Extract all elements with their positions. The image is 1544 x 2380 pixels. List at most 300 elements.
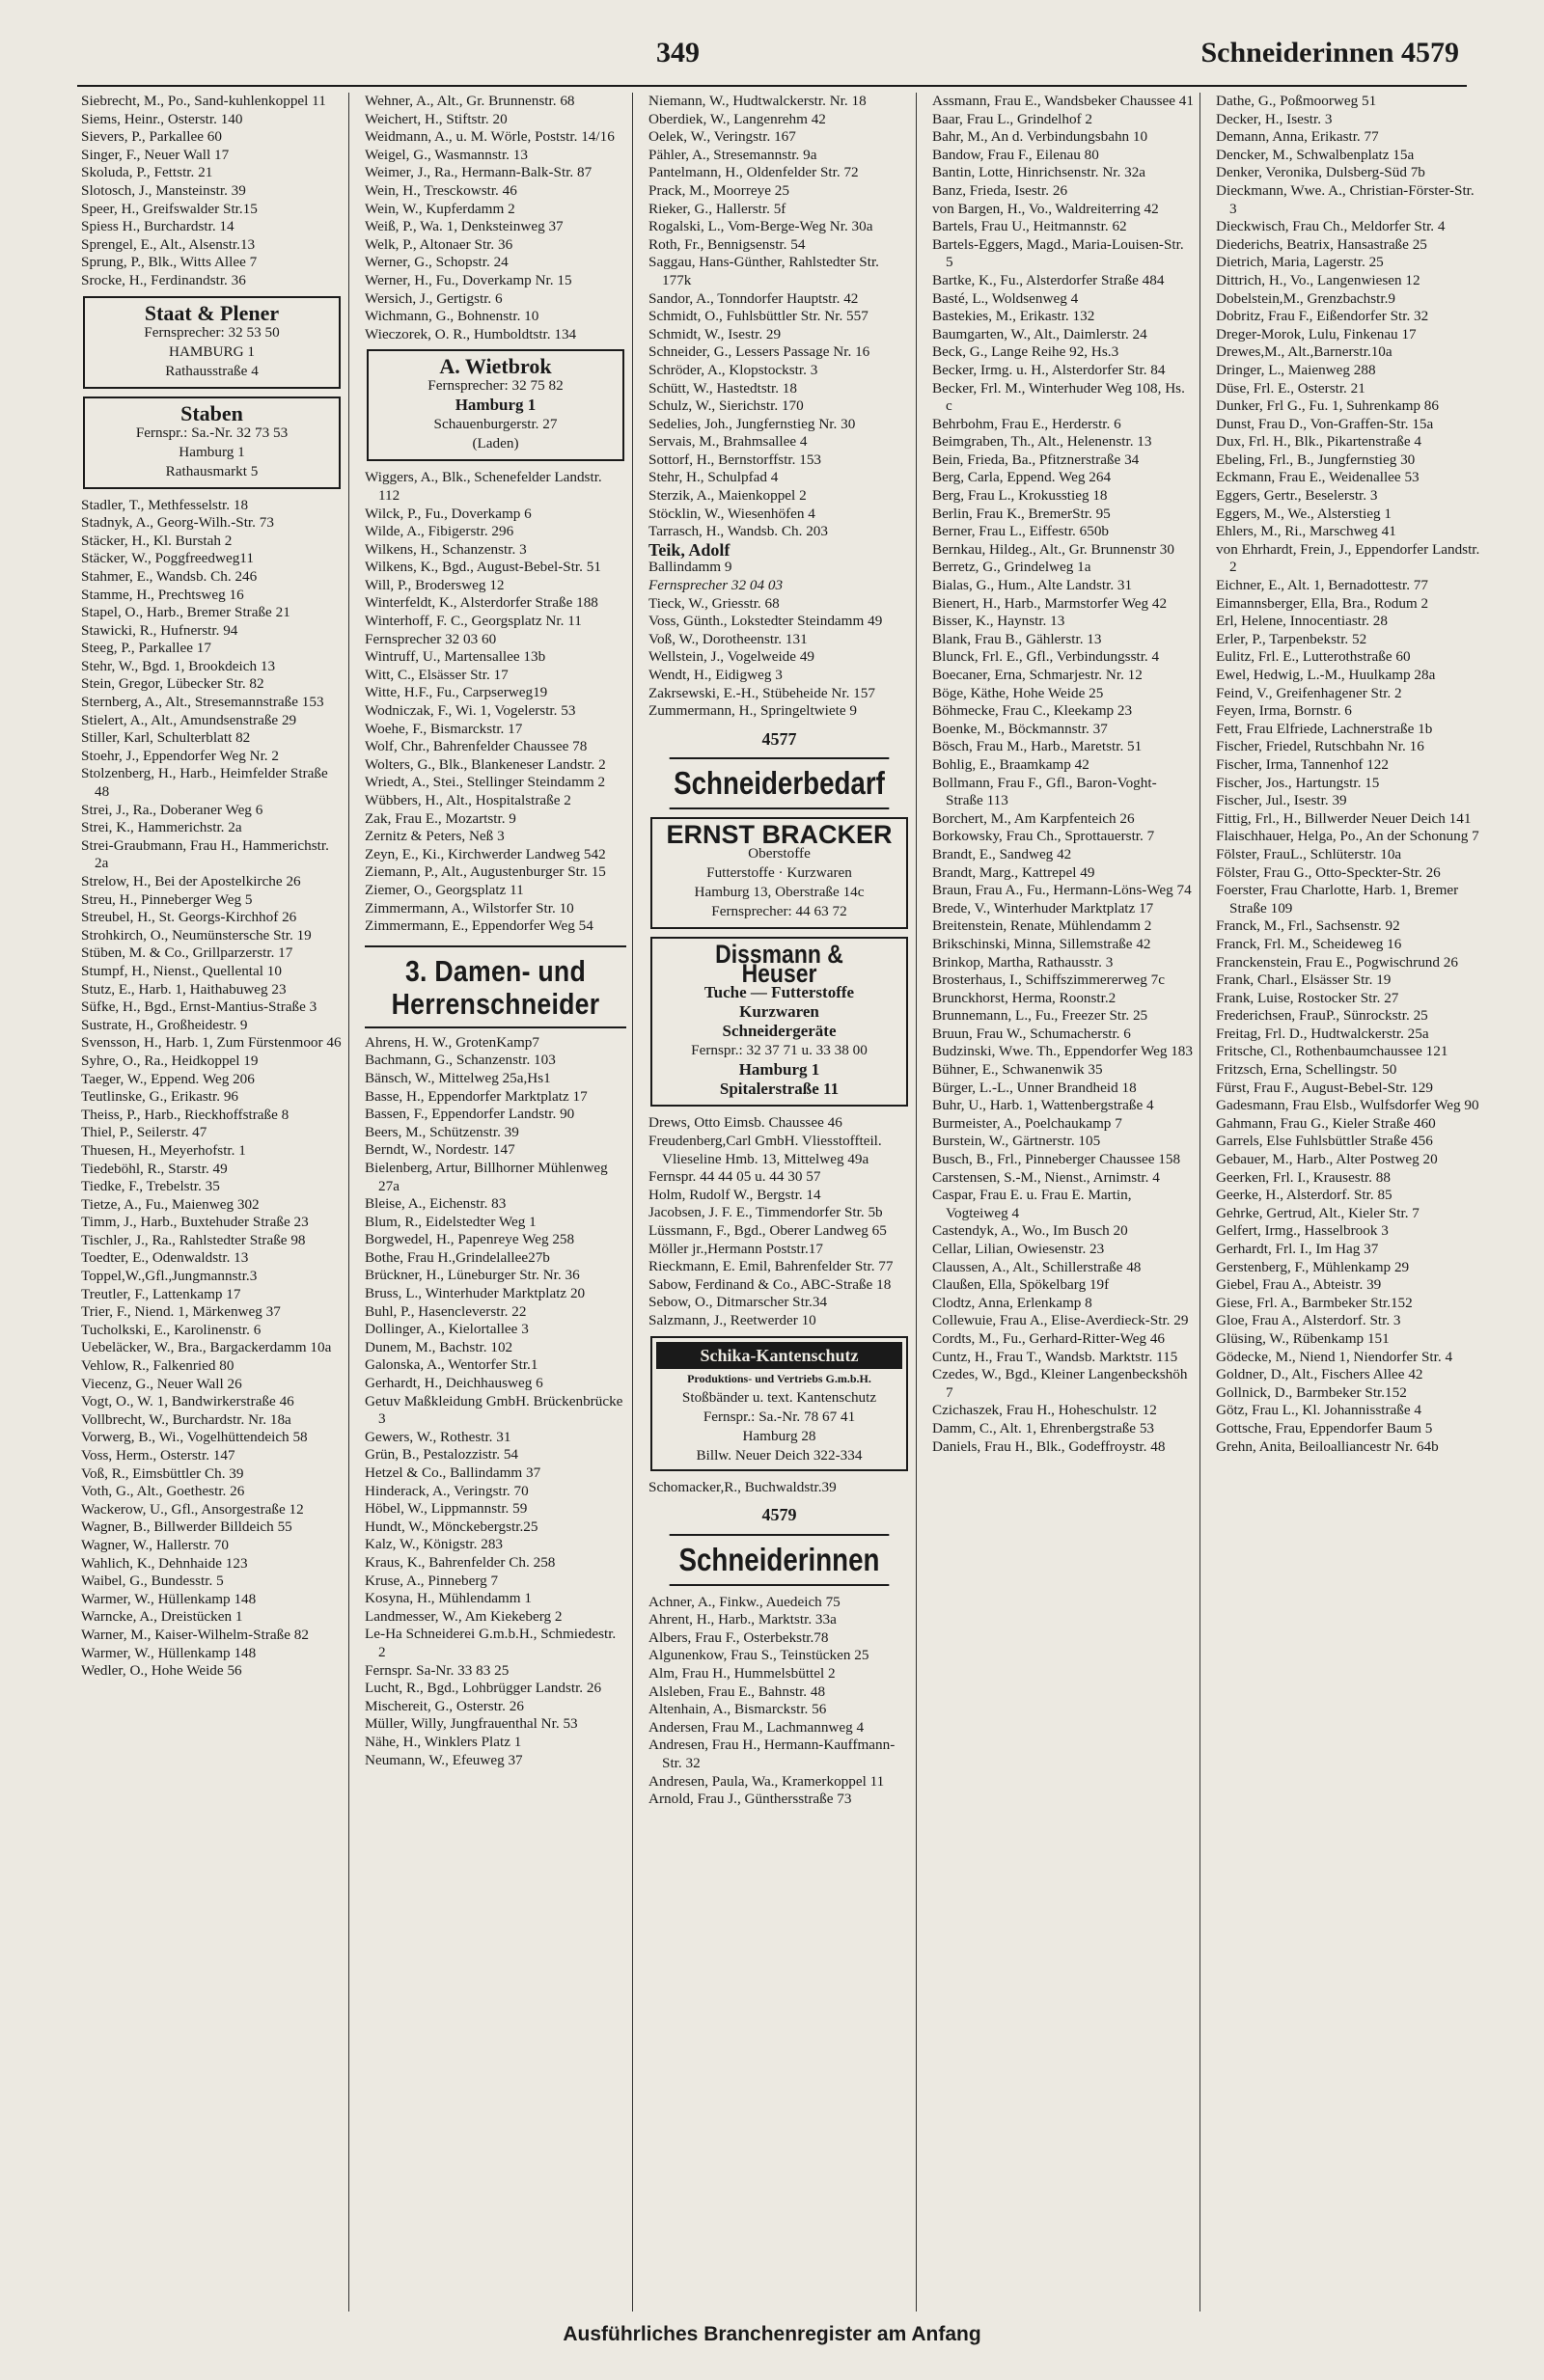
- teik-name: Teik, Adolf: [648, 539, 731, 560]
- directory-entry: Warmer, W., Hüllenkamp 148: [81, 1644, 257, 1661]
- directory-entry: Beers, M., Schützenstr. 39: [365, 1123, 519, 1140]
- ad-line: Schneidergeräte: [722, 1022, 837, 1041]
- directory-entry: Toedter, E., Odenwaldstr. 13: [81, 1249, 249, 1267]
- directory-entry: Weimer, J., Ra., Hermann-Balk-Str. 87: [365, 164, 593, 181]
- directory-entry: Oberdiek, W., Langenrehm 42: [648, 110, 826, 127]
- directory-entry: Claußen, Ella, Spökelbarg 19f: [932, 1276, 1110, 1294]
- directory-entry: Frank, Charl., Elsässer Str. 19: [1216, 971, 1392, 989]
- directory-entry: Sandor, A., Tonndorfer Hauptstr. 42: [648, 289, 859, 307]
- directory-entry: Daniels, Frau H., Blk., Godeffroystr. 48: [932, 1437, 1166, 1455]
- ad-phone: Fernspr.: 32 37 71 u. 33 38 00: [691, 1042, 868, 1059]
- directory-entry: Trier, F., Niend. 1, Märkenweg 37: [81, 1303, 281, 1321]
- directory-entry: Borgwedel, H., Papenreye Weg 258: [365, 1231, 575, 1248]
- directory-entry: Blank, Frau B., Gählerstr. 13: [932, 630, 1102, 647]
- directory-entry: Grün, B., Pestalozzistr. 54: [365, 1446, 519, 1464]
- directory-entry: Oelek, W., Veringstr. 167: [648, 128, 796, 146]
- directory-entry: Arnold, Frau J., Günthersstraße 73: [648, 1791, 852, 1808]
- directory-entry: Böhmecke, Frau C., Kleekamp 23: [932, 702, 1133, 720]
- directory-entry: Bürger, L.-L., Unner Brandheid 18: [932, 1079, 1137, 1096]
- directory-entry: Franck, Frl. M., Scheideweg 16: [1216, 935, 1402, 952]
- directory-entry: Bandow, Frau F., Eilenau 80: [932, 146, 1099, 163]
- teik-street: Ballindamm 9: [648, 559, 732, 576]
- directory-entry: Fritsche, Cl., Rothenbaumchaussee 121: [1216, 1043, 1448, 1060]
- directory-entry: Dencker, M., Schwalbenplatz 15a: [1216, 146, 1415, 163]
- directory-entry: Burstein, W., Gärtnerstr. 105: [932, 1133, 1101, 1150]
- directory-entry: Brunnemann, L., Fu., Freezer Str. 25: [932, 1007, 1148, 1025]
- directory-entry: Borkowsky, Frau Ch., Sprottauerstr. 7: [932, 828, 1155, 845]
- directory-entry: Brikschinski, Minna, Sillemstraße 42: [932, 935, 1151, 952]
- directory-entry: Wübbers, H., Alt., Hospitalstraße 2: [365, 792, 571, 808]
- directory-entry: Stiller, Karl, Schulterblatt 82: [81, 729, 251, 747]
- directory-entry: Bartke, K., Fu., Alsterdorfer Straße 484: [932, 271, 1165, 288]
- directory-entry: Jacobsen, J. F. E., Timmendorfer Str. 5b: [648, 1204, 883, 1221]
- directory-entry: Böge, Käthe, Hohe Weide 25: [932, 684, 1104, 701]
- directory-entry: Wilkens, K., Bgd., August-Bebel-Str. 51: [365, 559, 601, 576]
- ad-name: Dissmann & Heuser: [715, 940, 843, 989]
- directory-entry: Voth, G., Alt., Goethestr. 26: [81, 1483, 245, 1500]
- directory-entry: Weidmann, A., u. M. Wörle, Poststr. 14/16: [365, 128, 615, 146]
- directory-entry: Ahrens, H. W., GrotenKamp7: [365, 1033, 539, 1051]
- column-4: [928, 93, 1200, 2312]
- directory-entry: Gadesmann, Frau Elsb., Wulfsdorfer Weg 90: [1216, 1097, 1479, 1114]
- directory-entry: Sprengel, E., Alt., Alsenstr.13: [81, 235, 256, 253]
- directory-entry: Fett, Frau Elfriede, Lachnerstraße 1b: [1216, 720, 1433, 737]
- directory-entry: Stapel, O., Harb., Bremer Straße 21: [81, 604, 290, 621]
- directory-entry: Welk, P., Altonaer Str. 36: [365, 235, 513, 253]
- directory-entry: Bollmann, Frau F., Gfl., Baron-Voght-Straße 113: [932, 774, 1157, 809]
- entry-list: [648, 1114, 910, 1329]
- directory-entry: Zernitz & Peters, Neß 3: [365, 828, 505, 845]
- directory-entry: Decker, H., Isestr. 3: [1216, 110, 1333, 127]
- ad-sub: Produktions- und Vertriebs G.m.b.H.: [687, 1371, 871, 1385]
- directory-entry: Fernsprecher 32 03 60: [365, 630, 497, 647]
- directory-entry: Carstensen, S.-M., Nienst., Arnimstr. 4: [932, 1168, 1160, 1186]
- directory-entry: Frederichsen, FrauP., Sünrockstr. 25: [1216, 1007, 1428, 1025]
- directory-entry: Erler, P., Tarpenbekstr. 52: [1216, 630, 1367, 647]
- directory-entry: Dobelstein,M., Grenzbachstr.9: [1216, 289, 1396, 307]
- directory-entry: Dreger-Morok, Lulu, Finkenau 17: [1216, 325, 1417, 342]
- directory-entry: Slotosch, J., Mansteinstr. 39: [81, 181, 246, 199]
- ad-street: Billw. Neuer Deich 322-334: [696, 1446, 863, 1464]
- directory-entry: Assmann, Frau E., Wandsbeker Chaussee 41: [932, 93, 1194, 109]
- directory-entry: Wilkens, H., Schanzenstr. 3: [365, 540, 527, 558]
- teik-phone: Fernsprecher 32 04 03: [648, 577, 784, 594]
- directory-entry: Thiel, P., Seilerstr. 47: [81, 1124, 207, 1141]
- directory-entry: Tieck, W., Griesstr. 68: [648, 594, 780, 612]
- directory-entry: Pantelmann, H., Oldenfelder Str. 72: [648, 164, 859, 181]
- column-2: [361, 93, 633, 2312]
- directory-entry: Andresen, Paula, Wa., Kramerkoppel 11: [648, 1772, 885, 1790]
- directory-entry: Freitag, Frl. D., Hudtwalckerstr. 25a: [1216, 1025, 1429, 1042]
- entry-list: [365, 469, 626, 935]
- directory-entry: Frank, Luise, Rostocker Str. 27: [1216, 989, 1399, 1006]
- directory-entry: Voss, Herm., Osterstr. 147: [81, 1447, 235, 1464]
- directory-entry: Bartels, Frau U., Heitmannstr. 62: [932, 218, 1127, 235]
- directory-entry: Speer, H., Greifswalder Str.15: [81, 200, 258, 217]
- directory-entry: Drewes,M., Alt.,Barnerstr.10a: [1216, 343, 1392, 361]
- directory-entry: Thuesen, H., Meyerhofstr. 1: [81, 1141, 246, 1159]
- ad-line: Futterstoffe · Kurzwaren: [706, 864, 852, 882]
- directory-entry: Holm, Rudolf W., Bergstr. 14: [648, 1186, 821, 1203]
- ad-phone: Fernspr.: Sa.-Nr. 32 73 53: [135, 424, 289, 441]
- directory-entry: Streu, H., Pinneberger Weg 5: [81, 890, 253, 908]
- directory-entry: Wilde, A., Fibigerstr. 296: [365, 523, 514, 540]
- directory-entry: Fürst, Frau F., August-Bebel-Str. 129: [1216, 1079, 1433, 1096]
- directory-entry: Budzinski, Wwe. Th., Eppendorfer Weg 183: [932, 1043, 1193, 1060]
- directory-entry: Denker, Veronika, Dulsberg-Süd 7b: [1216, 164, 1425, 181]
- directory-entry: Eulitz, Frl. E., Lutterothstraße 60: [1216, 648, 1411, 666]
- ad-line: Tuche — Futterstoffe: [703, 983, 855, 1002]
- page-number: 349: [656, 37, 700, 68]
- directory-entry: Roth, Fr., Bennigsenstr. 54: [648, 235, 806, 253]
- directory-entry: Banz, Frieda, Isestr. 26: [932, 181, 1068, 199]
- directory-entry: Winterhoff, F. C., Georgsplatz Nr. 11: [365, 613, 582, 630]
- directory-entry: Sottorf, H., Bernstorffstr. 153: [648, 451, 822, 468]
- directory-entry: Stadler, T., Methfesselstr. 18: [81, 496, 249, 513]
- directory-entry: Warner, M., Kaiser-Wilhelm-Straße 82: [81, 1626, 309, 1643]
- directory-entry: Wriedt, A., Stei., Stellinger Steindamm 2: [365, 774, 606, 791]
- directory-entry: Siems, Heinr., Osterstr. 140: [81, 110, 243, 127]
- directory-entry: Bernkau, Hildeg., Alt., Gr. Brunnenstr 30: [932, 540, 1174, 558]
- directory-entry: Timm, J., Harb., Buxtehuder Straße 23: [81, 1214, 309, 1231]
- directory-entry: Wolf, Chr., Bahrenfelder Chaussee 78: [365, 738, 588, 755]
- directory-entry: Dieckwisch, Frau Ch., Meldorfer Str. 4: [1216, 218, 1446, 235]
- directory-entry: Berg, Frau L., Krokusstieg 18: [932, 487, 1108, 505]
- entry-list: [1216, 93, 1480, 1456]
- directory-entry: Bein, Frieda, Ba., Pfitznerstraße 34: [932, 451, 1140, 468]
- directory-entry: Tischler, J., Ra., Rahlstedter Straße 98: [81, 1231, 306, 1248]
- ad-street: Rathausmarkt 5: [165, 462, 259, 479]
- directory-entry: Witt, C., Elsässer Str. 17: [365, 666, 509, 683]
- entry-list: [932, 93, 1194, 1456]
- directory-entry: Gewers, W., Rothestr. 31: [365, 1428, 511, 1445]
- directory-entry: Schulz, W., Sierichstr. 170: [648, 397, 804, 415]
- directory-entry: Stehr, H., Schulpfad 4: [648, 469, 779, 486]
- directory-entry: Brandt, Marg., Kattrepel 49: [932, 863, 1095, 881]
- directory-entry: Gerstenberg, F., Mühlenkamp 29: [1216, 1258, 1410, 1275]
- directory-entry: Bothe, Frau H.,Grindelallee27b: [365, 1248, 550, 1266]
- directory-entry: Eggers, M., We., Alsterstieg 1: [1216, 505, 1392, 522]
- directory-entry: Bienert, H., Harb., Marmstorfer Weg 42: [932, 594, 1168, 612]
- directory-entry: Spiess H., Burchardstr. 14: [81, 218, 234, 235]
- directory-entry: Werner, G., Schopstr. 24: [365, 254, 509, 271]
- directory-entry: Uebeläcker, W., Bra., Bargackerdamm 10a: [81, 1339, 332, 1356]
- entry-list: [365, 93, 626, 343]
- ad-note: (Laden): [472, 435, 519, 452]
- directory-entry: Baumgarten, W., Alt., Daimlerstr. 24: [932, 325, 1147, 342]
- directory-entry: Syhre, O., Ra., Heidkoppel 19: [81, 1052, 259, 1069]
- directory-entry: Werner, H., Fu., Doverkamp Nr. 15: [365, 271, 572, 288]
- directory-entry: Strei, J., Ra., Doberaner Weg 6: [81, 801, 263, 818]
- directory-entry: Feind, V., Greifenhagener Str. 2: [1216, 684, 1402, 701]
- ad-phone: Fernsprecher: 44 63 72: [711, 903, 847, 920]
- directory-entry: Bösch, Frau M., Harb., Maretstr. 51: [932, 738, 1143, 755]
- directory-entry: Eggers, Gertr., Beselerstr. 3: [1216, 487, 1378, 505]
- ad-name: Schika-Kantenschutz: [656, 1342, 902, 1369]
- directory-entry: Foerster, Frau Charlotte, Harb. 1, Bremer Straße 109: [1216, 882, 1459, 916]
- directory-entry: Geerke, H., Alsterdorf. Str. 85: [1216, 1187, 1392, 1204]
- directory-entry: Buhl, P., Hasencleverstr. 22: [365, 1302, 527, 1320]
- ad-city: Hamburg 1: [738, 1060, 820, 1080]
- column-3: [645, 93, 917, 2312]
- directory-entry: Zimmermann, E., Eppendorfer Weg 54: [365, 917, 593, 935]
- directory-entry: Sievers, P., Parkallee 60: [81, 128, 222, 146]
- directory-entry: Kalz, W., Königstr. 283: [365, 1536, 504, 1553]
- directory-entry: Hetzel & Co., Ballindamm 37: [365, 1464, 541, 1481]
- directory-entry: Gerhardt, H., Deichhausweg 6: [365, 1375, 543, 1392]
- ad-street: Spitalerstraße 11: [719, 1080, 840, 1099]
- directory-entry: Stadnyk, A., Georg-Wilh.-Str. 73: [81, 514, 274, 532]
- directory-entry: Zimmermann, A., Wilstorfer Str. 10: [365, 899, 574, 916]
- directory-entry: Bleise, A., Eichenstr. 83: [365, 1195, 507, 1213]
- running-title: Schneiderinnen 4579: [1200, 37, 1459, 68]
- directory-entry: Weiß, P., Wa. 1, Denksteinweg 37: [365, 218, 564, 235]
- directory-entry: Wiggers, A., Blk., Schenefelder Landstr. 112: [365, 469, 602, 504]
- directory-entry: Lucht, R., Bgd., Lohbrügger Landstr. 26: [365, 1680, 602, 1697]
- directory-entry: Zeyn, E., Ki., Kirchwerder Landweg 542: [365, 845, 606, 862]
- directory-entry: Blum, R., Eidelstedter Weg 1: [365, 1213, 537, 1230]
- ad-schika: [650, 1336, 908, 1471]
- directory-entry: Freudenberg,Carl GmbH. Vliesstoffteil. Vlieseline Hmb. 13, Mittelweg 49a: [648, 1132, 882, 1167]
- directory-entry: Glüsing, W., Rübenkamp 151: [1216, 1329, 1390, 1347]
- directory-entry: Giebel, Frau A., Abteistr. 39: [1216, 1276, 1382, 1294]
- directory-entry: Boenke, M., Böckmannstr. 37: [932, 720, 1108, 737]
- directory-entry: Lüssmann, F., Bgd., Oberer Landweg 65: [648, 1221, 887, 1239]
- directory-entry: Niemann, W., Hudtwalckerstr. Nr. 18: [648, 93, 867, 109]
- directory-entry: Breitenstein, Renate, Mühlendamm 2: [932, 917, 1152, 935]
- directory-entry: von Ehrhardt, Frein, J., Eppendorfer Landstr. 2: [1216, 540, 1480, 576]
- directory-entry: Schmidt, W., Isestr. 29: [648, 325, 782, 342]
- ad-phone: Fernsprecher: 32 53 50: [144, 323, 280, 341]
- directory-entry: Fernspr. 44 44 05 u. 44 30 57: [648, 1168, 821, 1186]
- directory-entry: Achner, A., Finkw., Auedeich 75: [648, 1593, 841, 1610]
- entry-list: [81, 497, 343, 1681]
- directory-entry: Wehner, A., Alt., Gr. Brunnenstr. 68: [365, 93, 575, 109]
- directory-entry: Gahmann, Frau G., Kieler Straße 460: [1216, 1114, 1436, 1132]
- directory-entry: Wedler, O., Hohe Weide 56: [81, 1662, 242, 1680]
- directory-entry: Dieckmann, Wwe. A., Christian-Förster-Str. 3: [1216, 181, 1475, 217]
- ad-dissmann-heuser: [650, 937, 908, 1107]
- directory-entry: Schmidt, O., Fuhlsbüttler Str. Nr. 557: [648, 308, 868, 325]
- directory-entry: Stamme, H., Prechtsweg 16: [81, 586, 244, 603]
- directory-entry: Ziemann, P., Alt., Augustenburger Str. 15: [365, 863, 606, 881]
- directory-entry: Gloe, Frau A., Alsterdorf. Str. 3: [1216, 1312, 1401, 1329]
- directory-entry: Wein, H., Tresckowstr. 46: [365, 181, 517, 199]
- directory-entry: Castendyk, A., Wo., Im Busch 20: [932, 1222, 1128, 1240]
- directory-entry: Hinderack, A., Veringstr. 70: [365, 1482, 529, 1499]
- directory-entry: Brandt, E., Sandweg 42: [932, 845, 1072, 862]
- directory-entry: Dathe, G., Poßmoorweg 51: [1216, 93, 1377, 109]
- directory-entry: Theiss, P., Harb., Rieckhoffstraße 8: [81, 1106, 290, 1123]
- directory-entry: Bantin, Lotte, Hinrichsenstr. Nr. 32a: [932, 164, 1146, 181]
- directory-entry: Sebow, O., Ditmarscher Str.34: [648, 1294, 828, 1311]
- directory-entry: Strei-Graubmann, Frau H., Hammerichstr. 2a: [81, 836, 329, 872]
- directory-entry: Streubel, H., St. Georgs-Kirchhof 26: [81, 909, 297, 926]
- directory-entry: Czedes, W., Bgd., Kleiner Langenbeckshöh 7: [932, 1366, 1188, 1401]
- directory-entry: Toppel,W.,Gfl.,Jungmannstr.3: [81, 1268, 258, 1285]
- entry-list: [648, 595, 910, 721]
- directory-entry: Geerken, Frl. I., Krausestr. 88: [1216, 1168, 1391, 1186]
- directory-entry: Steeg, P., Parkallee 17: [81, 640, 211, 657]
- directory-entry: Viecenz, G., Neuer Wall 26: [81, 1375, 242, 1392]
- directory-entry: Pähler, A., Stresemannstr. 9a: [648, 146, 817, 163]
- directory-entry: Taeger, W., Eppend. Weg 206: [81, 1070, 255, 1087]
- directory-entry: Albers, Frau F., Osterbekstr.78: [648, 1628, 829, 1646]
- directory-entry: Galonska, A., Wentorfer Str.1: [365, 1356, 538, 1374]
- directory-entry: Buhr, U., Harb. 1, Wattenbergstraße 4: [932, 1097, 1154, 1114]
- directory-entry: Schneider, G., Lessers Passage Nr. 16: [648, 343, 870, 361]
- directory-entry: Sterzik, A., Maienkoppel 2: [648, 487, 807, 505]
- directory-entry: Claussen, A., Alt., Schillerstraße 48: [932, 1258, 1142, 1275]
- directory-entry: Voß, W., Dorotheenstr. 131: [648, 630, 808, 647]
- directory-entry: Tarrasch, H., Wandsb. Ch. 203: [648, 523, 828, 540]
- directory-entry: Rieker, G., Hallerstr. 5f: [648, 200, 786, 217]
- directory-entry: Wagner, W., Hallerstr. 70: [81, 1536, 229, 1553]
- directory-entry: Tucholkski, E., Karolinenstr. 6: [81, 1321, 262, 1338]
- directory-entry: Brückner, H., Lüneburger Str. Nr. 36: [365, 1267, 580, 1284]
- directory-entry: Clodtz, Anna, Erlenkamp 8: [932, 1294, 1092, 1311]
- directory-entry: Stumpf, H., Nienst., Quellental 10: [81, 962, 282, 979]
- directory-entry: von Bargen, H., Vo., Waldreiterring 42: [932, 200, 1159, 217]
- directory-entry: Gottsche, Frau, Eppendorfer Baum 5: [1216, 1419, 1433, 1436]
- directory-entry: Beimgraben, Th., Alt., Helenenstr. 13: [932, 433, 1152, 451]
- section-heading-damen: [365, 945, 626, 1028]
- directory-entry: Becker, Frl. M., Winterhuder Weg 108, Hs. c: [932, 379, 1185, 415]
- directory-entry: Wodniczak, F., Wi. 1, Vogelerstr. 53: [365, 702, 576, 720]
- directory-entry: Algunenkow, Frau S., Teinstücken 25: [648, 1647, 869, 1664]
- directory-entry: Tietze, A., Fu., Maienweg 302: [81, 1195, 260, 1213]
- directory-entry: Stielert, A., Alt., Amundsenstraße 29: [81, 711, 297, 728]
- directory-entry: Will, P., Brodersweg 12: [365, 576, 505, 593]
- directory-entry: Diederichs, Beatrix, Hansastraße 25: [1216, 235, 1427, 253]
- directory-entry: Wagner, B., Billwerder Billdeich 55: [81, 1518, 292, 1536]
- directory-entry: Vorwerg, B., Wi., Vogelhüttendeich 58: [81, 1429, 308, 1446]
- directory-entry: Teutlinske, G., Erikastr. 96: [81, 1088, 239, 1106]
- directory-entry: Sabow, Ferdinand & Co., ABC-Straße 18: [648, 1275, 892, 1293]
- directory-entry: Neumann, W., Efeuweg 37: [365, 1751, 523, 1768]
- directory-entry: Weichert, H., Stiftstr. 20: [365, 110, 508, 127]
- directory-entry: Kraus, K., Bahrenfelder Ch. 258: [365, 1553, 556, 1571]
- directory-entry: Berlin, Frau K., BremerStr. 95: [932, 505, 1111, 522]
- page-header: [77, 37, 1467, 87]
- ad-city: Hamburg 28: [742, 1427, 816, 1444]
- directory-entry: Ziemer, O., Georgsplatz 11: [365, 881, 524, 898]
- directory-entry: Gerhardt, Frl. I., Im Hag 37: [1216, 1241, 1379, 1257]
- directory-entry: Stawicki, R., Hufnerstr. 94: [81, 621, 238, 639]
- directory-entry: Blunck, Frl. E., Gfl., Verbindungsstr. 4: [932, 648, 1160, 666]
- directory-entry: Brunckhorst, Herma, Roonstr.2: [932, 989, 1117, 1006]
- directory-entry: Fischer, Irma, Tannenhof 122: [1216, 755, 1389, 773]
- directory-entry: Demann, Anna, Erikastr. 77: [1216, 128, 1379, 146]
- directory-entry: Fischer, Jul., Isestr. 39: [1216, 792, 1347, 809]
- directory-entry: Stahmer, E., Wandsb. Ch. 246: [81, 567, 258, 585]
- ad-city: HAMBURG 1: [168, 342, 256, 360]
- directory-entry: Stöcklin, W., Wiesenhöfen 4: [648, 505, 815, 522]
- directory-entry: Wilck, P., Fu., Doverkamp 6: [365, 505, 532, 522]
- ad-staat-plener: [83, 296, 341, 389]
- directory-entry: Wein, W., Kupferdamm 2: [365, 200, 515, 217]
- ad-phone: Fernspr.: Sa.-Nr. 78 67 41: [703, 1408, 856, 1425]
- directory-entry: Wendt, H., Eidigweg 3: [648, 667, 783, 683]
- directory-entry: Drews, Otto Eimsb. Chaussee 46: [648, 1114, 842, 1132]
- directory-entry: Kruse, A., Pinneberg 7: [365, 1572, 499, 1589]
- directory-entry: Singer, F., Neuer Wall 17: [81, 146, 230, 163]
- directory-entry: Ebeling, Frl., B., Jungfernstieg 30: [1216, 451, 1416, 468]
- directory-entry: Stutz, E., Harb. 1, Haithabuweg 23: [81, 980, 287, 998]
- section-title-schneiderinnen: Schneiderinnen: [670, 1534, 890, 1586]
- directory-entry: Dobritz, Frau F., Eißendorfer Str. 32: [1216, 308, 1429, 325]
- directory-entry: Stehr, W., Bgd. 1, Brookdeich 13: [81, 657, 276, 674]
- directory-entry: Hundt, W., Mönckebergstr.25: [365, 1518, 538, 1535]
- directory-entry: Dollinger, A., Kielortallee 3: [365, 1321, 529, 1338]
- directory-entry: Fernspr. Sa-Nr. 33 83 25: [365, 1661, 510, 1679]
- ad-name: Staben: [180, 400, 243, 425]
- directory-entry: Bühner, E., Schwanenwik 35: [932, 1061, 1103, 1079]
- directory-entry: Bartels-Eggers, Magd., Maria-Louisen-Str. 5: [932, 235, 1184, 271]
- directory-entry: Bielenberg, Artur, Billhorner Mühlenweg 27a: [365, 1159, 608, 1194]
- directory-entry: Landmesser, W., Am Kiekeberg 2: [365, 1607, 563, 1625]
- directory-entry: Wichmann, G., Bohnenstr. 10: [365, 308, 539, 325]
- directory-entry: Sedelies, Joh., Jungfernstieg Nr. 30: [648, 415, 856, 432]
- directory-entry: Berndt, W., Nordestr. 147: [365, 1141, 515, 1159]
- ad-staben: [83, 397, 341, 489]
- directory-entry: Cellar, Lilian, Owiesenstr. 23: [932, 1241, 1105, 1257]
- directory-entry: Gollnick, D., Barmbeker Str.152: [1216, 1383, 1407, 1401]
- directory-entry: Damm, C., Alt. 1, Ehrenbergstraße 53: [932, 1419, 1155, 1436]
- directory-entry: Srocke, H., Ferdinandstr. 36: [81, 271, 246, 288]
- directory-entry: Stein, Gregor, Lübecker Str. 82: [81, 675, 264, 693]
- ad-wietbrok: [367, 349, 624, 461]
- directory-entry: Wieczorek, O. R., Humboldtstr. 134: [365, 325, 577, 342]
- directory-entry: Müller, Willy, Jungfrauenthal Nr. 53: [365, 1715, 578, 1733]
- directory-entry: Berretz, G., Grindelweg 1a: [932, 559, 1091, 576]
- directory-entry: Vogt, O., W. 1, Bandwirkerstraße 46: [81, 1393, 294, 1410]
- directory-entry: Bruss, L., Winterhuder Marktplatz 20: [365, 1285, 586, 1302]
- directory-entry: Zak, Frau E., Mozartstr. 9: [365, 809, 516, 827]
- directory-entry: Bahr, M., An d. Verbindungsbahn 10: [932, 128, 1148, 146]
- directory-entry: Gebauer, M., Harb., Alter Postweg 20: [1216, 1151, 1438, 1168]
- directory-entry: Sternberg, A., Alt., Stresemannstraße 153: [81, 694, 324, 711]
- directory-entry: Burmeister, A., Poelchaukamp 7: [932, 1114, 1122, 1132]
- directory-entry: Eimannsberger, Ella, Bra., Rodum 2: [1216, 594, 1429, 612]
- directory-entry: Dringer, L., Maienweg 288: [1216, 361, 1376, 378]
- directory-entry: Witte, H.F., Fu., Carpserweg19: [365, 684, 548, 701]
- directory-entry: Fölster, FrauL., Schlüterstr. 10a: [1216, 845, 1402, 862]
- directory-entry: Becker, Irmg. u. H., Alsterdorfer Str. 84: [932, 361, 1166, 378]
- ad-street: Schauenburgerstr. 27: [433, 416, 558, 433]
- directory-entry: Skoluda, P., Fettstr. 21: [81, 164, 213, 181]
- directory-entry: Bassen, F., Eppendorfer Landstr. 90: [365, 1106, 575, 1123]
- directory-entry: Bänsch, W., Mittelweg 25a,Hs1: [365, 1069, 551, 1086]
- directory-entry: Svensson, H., Harb. 1, Zum Fürstenmoor 46: [81, 1034, 342, 1052]
- directory-entry: Strelow, H., Bei der Apostelkirche 26: [81, 873, 301, 889]
- section-number: 4579: [761, 1505, 797, 1525]
- ad-line: Stoßbänder u. text. Kantenschutz: [681, 1388, 877, 1406]
- section-number: 4577: [761, 728, 797, 749]
- directory-entry: Sprung, P., Blk., Witts Allee 7: [81, 254, 258, 271]
- directory-entry: Schomacker,R., Buchwaldstr.39: [648, 1478, 837, 1495]
- directory-entry: Bruun, Frau W., Schumacherstr. 6: [932, 1025, 1131, 1042]
- directory-entry: Voss, Günth., Lokstedter Steindamm 49: [648, 613, 883, 630]
- directory-entry: Winterfeldt, K., Alsterdorfer Straße 188: [365, 594, 598, 612]
- directory-entry: Bialas, G., Hum., Alte Landstr. 31: [932, 577, 1133, 594]
- directory-entry: Wellstein, J., Vogelweide 49: [648, 648, 815, 666]
- directory-entry: Warncke, A., Dreistücken 1: [81, 1608, 243, 1626]
- section-number-4577: [648, 730, 910, 751]
- directory-entry: Tiedke, F., Trebelstr. 35: [81, 1178, 220, 1195]
- directory-entry: Caspar, Frau E. u. Frau E. Martin, Vogteiweg 4: [932, 1187, 1132, 1221]
- directory-entry: Dittrich, H., Vo., Langenwiesen 12: [1216, 271, 1420, 288]
